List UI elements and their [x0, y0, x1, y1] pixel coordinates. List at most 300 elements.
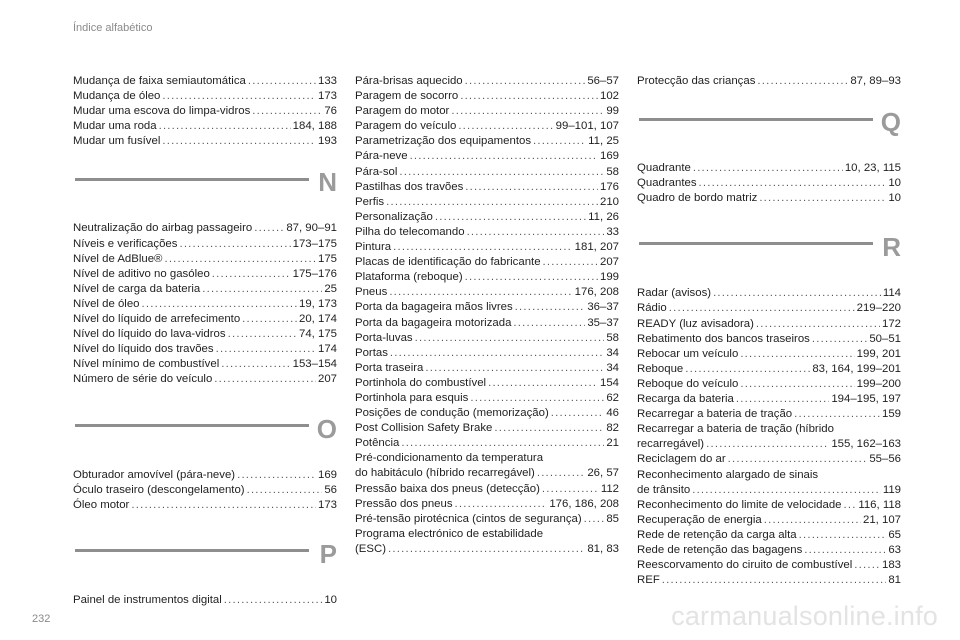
entry-name: recarregável)	[637, 438, 705, 451]
entry-pages: 154	[599, 376, 619, 389]
entry-name: Porta da bagageira motorizada	[355, 316, 512, 329]
leader-dots	[542, 482, 599, 497]
watermark: carmanualsonline.info	[671, 601, 938, 631]
entry-pages: 62	[606, 391, 619, 404]
leader-dots	[465, 74, 586, 89]
entry-name: Nível do líquido dos travões	[73, 343, 214, 356]
entry-pages: 176, 186, 208	[549, 497, 619, 510]
entry-group-r	[637, 286, 901, 588]
index-entry	[355, 391, 619, 406]
entry-pages: 199–200	[856, 377, 901, 390]
index-entry	[355, 104, 619, 119]
index-column-3	[637, 74, 901, 588]
index-entry	[355, 300, 619, 315]
leader-dots	[494, 421, 604, 436]
index-entry	[637, 377, 901, 392]
entry-pages: 81	[888, 574, 901, 587]
entry-pages: 102	[599, 90, 619, 103]
leader-dots	[692, 483, 881, 498]
entry-pages: 193	[317, 135, 337, 148]
leader-dots	[131, 498, 316, 513]
index-entry	[637, 362, 901, 377]
entry-pages: 21	[606, 437, 619, 450]
index-entry	[355, 149, 619, 164]
index-entry	[73, 297, 337, 312]
entry-pages: 175–176	[292, 267, 337, 280]
entry-pages: 26, 57	[587, 467, 619, 480]
index-entry	[355, 119, 619, 134]
entry-name: Posições de condução (memorização)	[355, 407, 549, 420]
entry-name: Rebatimento dos bancos traseiros	[637, 332, 810, 345]
entry-pages: 83, 164, 199–201	[812, 362, 901, 375]
index-entry	[355, 270, 619, 285]
leader-dots	[212, 267, 291, 282]
leader-dots	[162, 89, 316, 104]
leader-dots	[399, 165, 604, 180]
leader-dots	[455, 497, 548, 512]
index-entry	[73, 372, 337, 387]
leader-dots	[759, 191, 886, 206]
entry-group-m	[73, 74, 337, 149]
entry-group-p-end	[637, 74, 901, 89]
leader-dots	[740, 347, 854, 362]
leader-dots	[401, 436, 604, 451]
leader-dots	[237, 468, 316, 483]
entry-pages: 46	[606, 407, 619, 420]
entry-name: Pressão baixa dos pneus (detecção)	[355, 482, 540, 495]
entry-name: Pneus	[355, 286, 388, 299]
leader-dots	[844, 498, 857, 513]
index-entry	[355, 451, 619, 481]
entry-name: Placas de identificação do fabricante	[355, 256, 541, 269]
index-entry	[355, 436, 619, 451]
leader-dots	[415, 331, 605, 346]
entry-pages: 169	[317, 468, 337, 481]
leader-dots	[515, 300, 586, 315]
entry-name: Pára-sol	[355, 165, 398, 178]
index-entry	[637, 161, 901, 176]
entry-name: Painel de instrumentos digital	[73, 593, 222, 606]
index-entry	[73, 267, 337, 282]
entry-name: Mudança de faixa semiautomática	[73, 75, 246, 87]
entry-name: Rede de retenção da carga alta	[637, 528, 797, 541]
leader-dots	[584, 512, 605, 527]
section-header-p	[73, 513, 337, 593]
leader-dots	[393, 240, 573, 255]
index-entry	[637, 543, 901, 558]
entry-name: (ESC)	[355, 542, 387, 555]
entry-name: Protecção das crianças	[637, 75, 756, 87]
leader-dots	[465, 180, 598, 195]
entry-pages: 173–175	[292, 237, 337, 250]
entry-name: Número de série do veículo	[73, 373, 213, 386]
index-entry	[355, 74, 619, 89]
index-entry	[73, 282, 337, 297]
entry-name: Porta traseira	[355, 361, 424, 374]
entry-name: Reconhecimento do limite de velocidade	[637, 498, 842, 511]
leader-dots	[202, 282, 322, 297]
entry-name: Post Collision Safety Brake	[355, 422, 493, 435]
index-column-2	[355, 74, 619, 557]
leader-dots	[756, 317, 880, 332]
section-letter: P	[319, 538, 337, 569]
index-entry	[637, 332, 901, 347]
index-entry	[73, 74, 337, 89]
index-entry	[637, 176, 901, 191]
entry-name: Portinhola do combustível	[355, 376, 487, 389]
leader-dots	[713, 286, 881, 301]
entry-pages: 169	[599, 150, 619, 163]
entry-pages: 99–101, 107	[555, 120, 619, 133]
index-entry	[637, 74, 901, 89]
index-entry	[355, 225, 619, 240]
entry-name-line1: Programa electrónico de estabilidade	[355, 527, 544, 540]
entry-name: Quadro de bordo matriz	[637, 192, 758, 205]
entry-name: Mudar uma escova do limpa-vidros	[73, 105, 251, 118]
index-entry	[355, 346, 619, 361]
section-rule	[639, 118, 873, 121]
entry-name: Personalização	[355, 210, 433, 223]
entry-name: Pilha do telecomando	[355, 225, 465, 238]
index-entry	[637, 498, 901, 513]
leader-dots	[435, 210, 586, 225]
entry-pages: 10, 23, 115	[844, 162, 901, 175]
entry-pages: 34	[606, 361, 619, 374]
section-letter: O	[316, 413, 337, 444]
entry-pages: 33	[606, 225, 619, 238]
leader-dots	[685, 362, 810, 377]
entry-name: Recarregar a bateria de tração	[637, 408, 793, 421]
entry-name: de trânsito	[637, 483, 691, 496]
index-entry	[73, 237, 337, 252]
entry-name-line1: Reconhecimento alargado de sinais	[637, 468, 819, 481]
entry-pages: 82	[606, 422, 619, 435]
section-letter: Q	[880, 107, 901, 138]
leader-dots	[252, 104, 322, 119]
entry-name: do habitáculo (híbrido recarregável)	[355, 467, 535, 480]
entry-name: Porta da bagageira mãos livres	[355, 301, 513, 314]
entry-pages: 176	[599, 180, 619, 193]
leader-dots	[854, 558, 880, 573]
leader-dots	[164, 252, 316, 267]
entry-group-p-continued	[355, 74, 619, 557]
index-entry	[73, 119, 337, 134]
leader-dots	[728, 452, 868, 467]
index-entry	[355, 527, 619, 557]
entry-name: Radar (avisos)	[637, 287, 712, 300]
entry-name: Óculo traseiro (descongelamento)	[73, 483, 245, 496]
entry-name: Nível do líquido do lava-vidros	[73, 328, 226, 341]
entry-name: Perfis	[355, 195, 385, 208]
leader-dots	[543, 255, 598, 270]
entry-name: Parametrização dos equipamentos	[355, 135, 532, 148]
entry-name: Neutralização do airbag passageiro	[73, 222, 253, 235]
index-entry	[637, 301, 901, 316]
leader-dots	[794, 407, 880, 422]
entry-name: Quadrantes	[637, 177, 697, 190]
entry-pages: 173	[317, 498, 337, 511]
entry-pages: 55–56	[869, 453, 901, 466]
index-entry	[355, 255, 619, 270]
entry-pages: 10	[888, 192, 901, 205]
entry-name-line1: Pré-condicionamento da temperatura	[355, 452, 544, 465]
leader-dots	[425, 361, 604, 376]
index-entry	[355, 316, 619, 331]
entry-group-p	[73, 593, 337, 608]
entry-pages: 99	[606, 105, 619, 118]
index-entry	[355, 134, 619, 149]
index-entry	[637, 317, 901, 332]
entry-pages: 19, 173	[298, 297, 337, 310]
leader-dots	[460, 89, 598, 104]
section-header-q	[637, 89, 901, 161]
entry-pages: 20, 174	[298, 313, 337, 326]
entry-pages: 87, 90–91	[286, 222, 337, 235]
entry-name: Pára-brisas aquecido	[355, 75, 463, 87]
entry-name: Paragem do veículo	[355, 120, 457, 133]
entry-pages: 58	[606, 165, 619, 178]
index-entry	[73, 498, 337, 513]
leader-dots	[551, 406, 605, 421]
entry-name: Reboque	[637, 362, 684, 375]
entry-name: REF	[637, 574, 660, 587]
entry-pages: 25	[324, 282, 337, 295]
entry-pages: 183	[881, 559, 901, 572]
index-entry	[355, 406, 619, 421]
entry-name: Recarga da bateria	[637, 393, 734, 406]
entry-pages: 175	[317, 252, 337, 265]
entry-name: Nível de carga da bateria	[73, 282, 201, 295]
entry-pages: 184, 188	[292, 120, 337, 133]
index-entry	[637, 392, 901, 407]
entry-name: Portas	[355, 346, 388, 359]
index-entry	[355, 331, 619, 346]
leader-dots	[216, 342, 316, 357]
entry-pages: 207	[599, 256, 619, 269]
leader-dots	[740, 377, 854, 392]
section-rule	[75, 424, 309, 427]
index-entry	[73, 357, 337, 372]
leader-dots	[254, 221, 284, 236]
entry-pages: 112	[600, 482, 619, 495]
entry-name: Níveis e verificações	[73, 237, 178, 250]
index-entry	[355, 195, 619, 210]
entry-pages: 81, 83	[587, 542, 619, 555]
leader-dots	[248, 74, 316, 89]
index-entry	[355, 285, 619, 300]
leader-dots	[159, 119, 291, 134]
section-letter: R	[882, 232, 901, 263]
entry-name: Obturador amovível (pára-neve)	[73, 468, 236, 481]
section-header-o	[73, 388, 337, 468]
leader-dots	[757, 74, 848, 89]
entry-name: Nível de óleo	[73, 297, 140, 310]
entry-name: Rádio	[637, 302, 667, 315]
entry-pages: 87, 89–93	[850, 75, 901, 87]
leader-dots	[228, 327, 297, 342]
entry-name-line1: Recarregar a bateria de tração (híbrido	[637, 423, 834, 436]
leader-dots	[451, 104, 604, 119]
entry-pages: 85	[606, 512, 619, 525]
leader-dots	[706, 437, 829, 452]
entry-pages: 210	[599, 195, 619, 208]
leader-dots	[662, 573, 887, 588]
index-entry	[355, 240, 619, 255]
entry-name: Nível do líquido de arrefecimento	[73, 313, 241, 326]
entry-name: Mudar uma roda	[73, 120, 157, 133]
entry-name: Rede de retenção das bagagens	[637, 543, 803, 556]
leader-dots	[247, 483, 323, 498]
index-entry	[355, 165, 619, 180]
entry-pages: 56	[324, 483, 337, 496]
leader-dots	[465, 270, 598, 285]
entry-pages: 65	[888, 528, 901, 541]
entry-pages: 11, 25	[588, 135, 619, 148]
entry-name: Pressão dos pneus	[355, 497, 453, 510]
entry-pages: 159	[881, 408, 901, 421]
running-header: Índice alfabético	[73, 22, 153, 34]
index-entry	[73, 312, 337, 327]
entry-pages: 56–57	[587, 75, 619, 87]
leader-dots	[458, 119, 553, 134]
entry-pages: 153–154	[292, 358, 337, 371]
index-entry	[73, 342, 337, 357]
leader-dots	[224, 593, 323, 608]
leader-dots	[699, 176, 887, 191]
leader-dots	[142, 297, 297, 312]
entry-pages: 119	[882, 483, 901, 496]
index-entry	[637, 513, 901, 528]
leader-dots	[513, 316, 585, 331]
entry-name: Potência	[355, 437, 400, 450]
leader-dots	[736, 392, 829, 407]
entry-pages: 172	[881, 317, 901, 330]
leader-dots	[214, 372, 316, 387]
index-entry	[73, 104, 337, 119]
section-rule	[639, 242, 873, 245]
entry-name: READY (luz avisadora)	[637, 317, 754, 330]
index-entry	[355, 180, 619, 195]
entry-group-q	[637, 161, 901, 206]
entry-name: Pára-neve	[355, 150, 408, 163]
index-column-1	[73, 74, 337, 608]
entry-group-n	[73, 221, 337, 387]
index-entry	[73, 468, 337, 483]
leader-dots	[386, 195, 598, 210]
leader-dots	[390, 346, 604, 361]
leader-dots	[799, 528, 887, 543]
entry-pages: 219–220	[856, 302, 901, 315]
index-entry	[73, 89, 337, 104]
entry-name: Nível de aditivo no gasóleo	[73, 267, 210, 280]
entry-name: Óleo motor	[73, 498, 130, 511]
index-entry	[355, 421, 619, 436]
leader-dots	[488, 376, 598, 391]
index-entry	[73, 134, 337, 149]
index-entry	[73, 327, 337, 342]
leader-dots	[221, 357, 290, 372]
index-entry	[73, 252, 337, 267]
entry-name: Paragem do motor	[355, 105, 450, 118]
entry-name: Reescorvamento do ciruito de combustível	[637, 559, 853, 572]
leader-dots	[389, 285, 572, 300]
entry-pages: 10	[324, 593, 337, 606]
entry-pages: 116, 118	[858, 498, 901, 511]
index-entry	[637, 528, 901, 543]
entry-name: Pintura	[355, 241, 392, 254]
index-entry	[637, 286, 901, 301]
section-rule	[75, 549, 309, 552]
entry-pages: 21, 107	[862, 513, 901, 526]
entry-pages: 155, 162–163	[831, 438, 901, 451]
section-header-n	[73, 149, 337, 221]
entry-name: Pastilhas dos travões	[355, 180, 464, 193]
index-entry	[355, 210, 619, 225]
entry-pages: 199	[599, 271, 619, 284]
leader-dots	[388, 542, 585, 557]
index-entry	[355, 512, 619, 527]
entry-pages: 174	[317, 343, 337, 356]
entry-name: Portinhola para esquis	[355, 391, 469, 404]
entry-pages: 76	[324, 105, 337, 118]
entry-name: Mudar um fusível	[73, 135, 161, 148]
entry-name: Reciclagem do ar	[637, 453, 726, 466]
index-entry	[355, 361, 619, 376]
section-rule	[75, 178, 309, 181]
section-letter: N	[318, 167, 337, 198]
leader-dots	[470, 391, 604, 406]
entry-name: Quadrante	[637, 162, 691, 175]
leader-dots	[537, 466, 586, 481]
entry-pages: 10	[888, 177, 901, 190]
entry-name: Porta-luvas	[355, 331, 413, 344]
index-entry	[355, 497, 619, 512]
entry-pages: 11, 26	[588, 210, 619, 223]
entry-pages: 63	[888, 543, 901, 556]
entry-group-o	[73, 468, 337, 513]
index-entry	[637, 407, 901, 422]
leader-dots	[812, 332, 867, 347]
entry-pages: 114	[882, 287, 901, 300]
entry-name: Nível de AdBlue®	[73, 252, 163, 265]
index-entry	[73, 593, 337, 608]
leader-dots	[533, 134, 586, 149]
page-number: 232	[32, 613, 51, 625]
entry-name: Paragem de socorro	[355, 90, 459, 103]
index-entry	[637, 573, 901, 588]
leader-dots	[693, 161, 843, 176]
entry-pages: 50–51	[869, 332, 901, 345]
entry-name: Nível mínimo de combustível	[73, 358, 220, 371]
entry-name: Mudança de óleo	[73, 90, 161, 103]
entry-pages: 199, 201	[856, 347, 901, 360]
leader-dots	[162, 134, 316, 149]
entry-pages: 176, 208	[574, 286, 619, 299]
entry-pages: 34	[606, 346, 619, 359]
entry-pages: 207	[317, 373, 337, 386]
index-entry	[355, 376, 619, 391]
index-entry	[73, 221, 337, 236]
index-entry	[637, 558, 901, 573]
entry-pages: 194–195, 197	[831, 393, 901, 406]
entry-pages: 74, 175	[298, 328, 337, 341]
entry-name: Rebocar um veículo	[637, 347, 739, 360]
leader-dots	[804, 543, 886, 558]
index-entry	[637, 422, 901, 452]
index-entry	[355, 482, 619, 497]
entry-pages: 35–37	[587, 316, 619, 329]
entry-pages: 173	[317, 90, 337, 103]
